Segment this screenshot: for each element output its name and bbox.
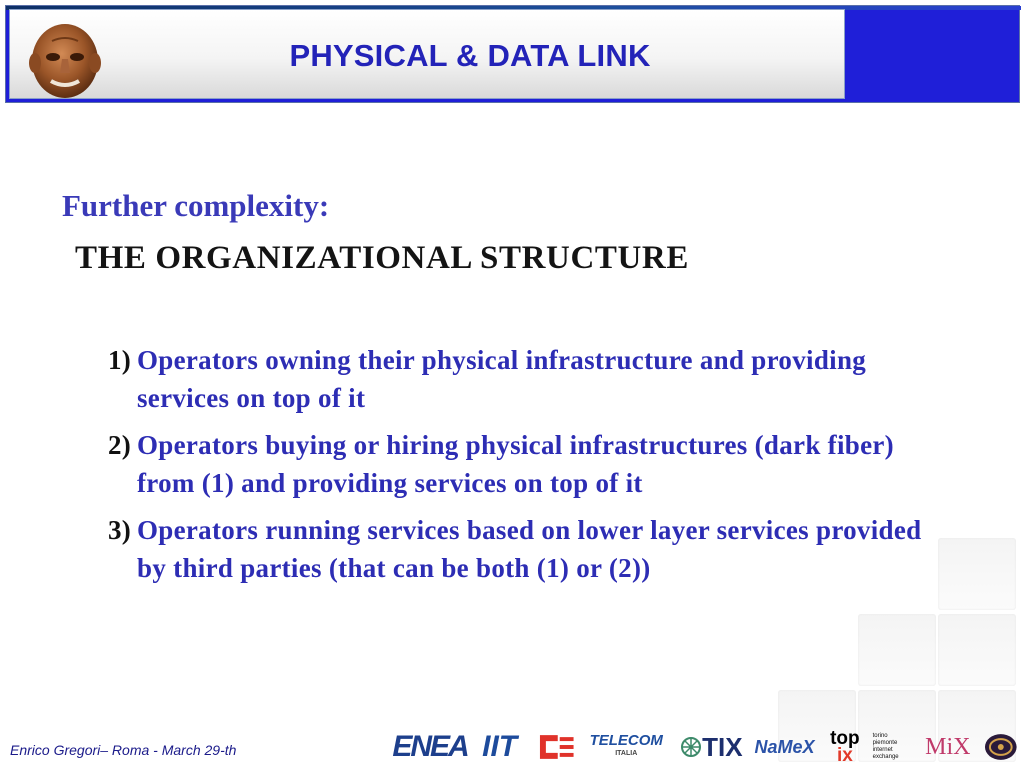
list-item-number: 1) [108, 345, 132, 375]
torino-logo-line: piemonte [872, 740, 898, 746]
tix-logo-text: TIX [702, 731, 743, 762]
slide-subtitle: Further complexity: [62, 188, 330, 223]
enea-logo: ENEA [392, 730, 468, 763]
operator-types-list [108, 341, 938, 596]
mix-logo: MiX [925, 733, 971, 760]
list-item-number: 2) [108, 430, 132, 460]
decor-tile [938, 538, 1016, 610]
torino-exchange-logo [873, 729, 913, 765]
title-bar [5, 5, 1020, 103]
list-item [108, 426, 938, 502]
torino-logo-line: torino [872, 733, 888, 739]
tix-logo [677, 729, 746, 765]
partner-logos [392, 728, 1019, 766]
torino-logo-line: exchange [872, 754, 899, 760]
list-item-text: Operators buying or hiring physical infrastructures (dark fiber) from (1) and providing services on top of it [137, 430, 894, 498]
telecom-logo-text: TELECOM [589, 732, 663, 749]
shield-badge-logo-icon [983, 729, 1019, 765]
tix-star-icon [680, 736, 702, 758]
decor-tile [938, 614, 1016, 686]
red-stripes-logo-icon [536, 729, 576, 765]
iit-logo: IIT [482, 730, 518, 763]
topix-logo-ix: ix [836, 745, 853, 766]
decor-tile [858, 614, 936, 686]
stone-face-logo-icon [24, 19, 106, 101]
list-item-number: 3) [108, 515, 132, 545]
section-heading: THE ORGANIZATIONAL STRUCTURE [75, 240, 689, 276]
torino-logo-line: internet [872, 747, 893, 753]
telecom-logo-subtext: ITALIA [615, 750, 638, 757]
list-item [108, 341, 938, 417]
title-panel [9, 9, 845, 99]
topix-logo [823, 729, 866, 765]
namex-logo: NaMeX [754, 736, 815, 757]
telecom-logo [582, 729, 671, 765]
list-item [108, 511, 938, 587]
list-item-text: Operators running services based on lower layer services provided by third parties (that can be both (1) or (2)) [137, 515, 922, 583]
list-item-text: Operators owning their physical infrastructure and providing services on top of it [137, 345, 867, 413]
topix-logo-top: top [830, 728, 860, 749]
footer-author: Enrico Gregori– Roma - March 29-th [10, 742, 237, 758]
slide-title: PHYSICAL & DATA LINK [289, 38, 651, 73]
